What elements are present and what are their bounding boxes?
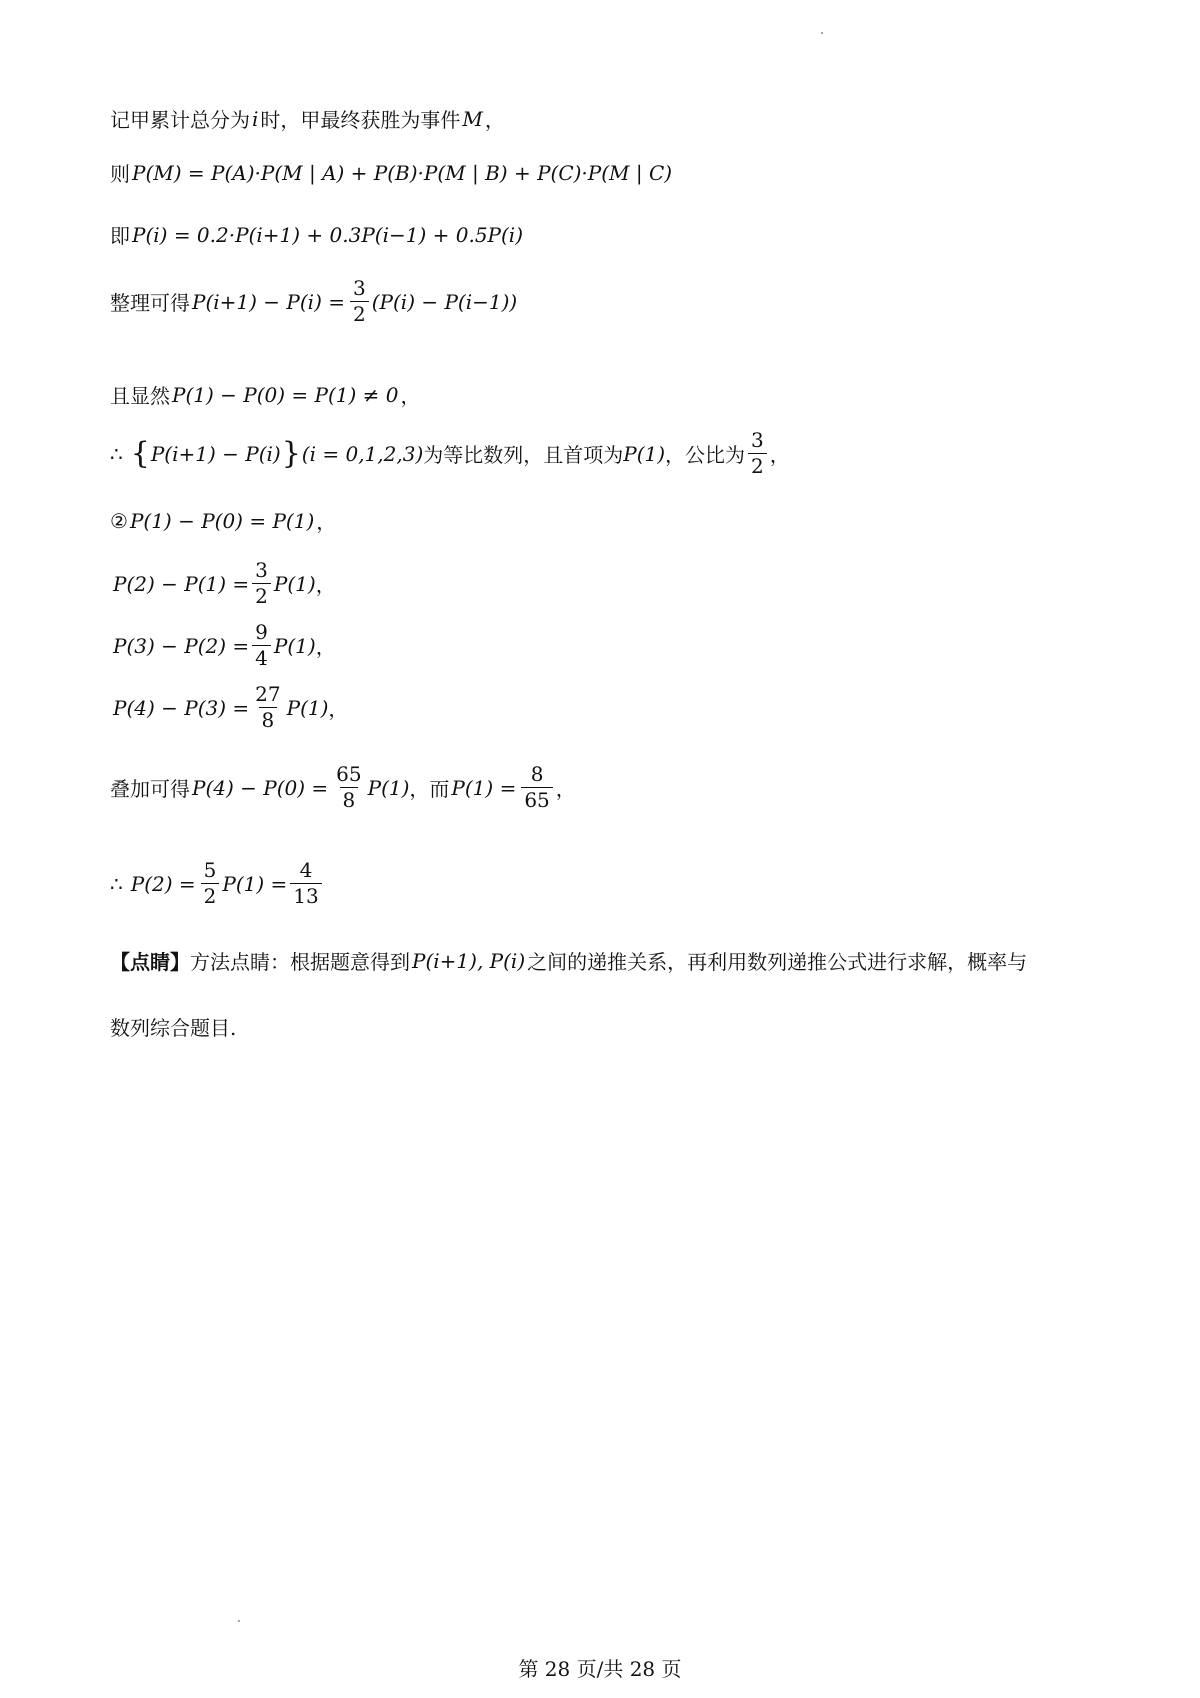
line-13-text-1: 方法点睛：根据题意得到 [190,950,410,974]
fraction-numerator: 9 [255,620,268,644]
line-11-mid: ，而 [409,777,450,801]
recurrence-equation: P(i) = 0.2·P(i+1) + 0.3P(i−1) + 0.5P(i) [132,222,523,247]
line-7-suffix: ， [316,510,337,534]
text-line-14 [110,1012,236,1041]
line-5-prefix: 且显然 [110,384,170,408]
text-line-3 [110,220,525,249]
fraction-numerator: 3 [751,428,764,452]
line-4-prefix: 整理可得 [110,291,190,315]
therefore-symbol: ∴ [110,441,123,466]
fraction-9-4 [252,622,271,669]
line-11-lhs: P(4) − P(0) = [192,775,329,800]
line-4-lhs: P(i+1) − P(i) = [192,289,345,314]
line-2-prefix: 则 [110,162,130,186]
fraction-8-65 [521,764,552,811]
fraction-3-2 [252,560,271,607]
fraction-numerator: 27 [255,682,281,706]
first-term: P(1) [623,441,666,466]
line-8-suffix: ， [315,573,336,597]
line-13-text-2: 之间的递推关系，再利用数列递推公式进行求解，概率与 [527,950,1028,974]
line-5-expr: P(1) − P(0) = P(1) ≠ 0 [172,382,399,407]
fraction-denominator: 2 [748,453,767,477]
line-8-rhs: P(1) [273,571,316,596]
sequence-term: P(i+1) − P(i) [150,441,281,466]
var-i: i [252,106,259,131]
fraction-denominator: 2 [252,583,271,607]
line-7-expr: P(1) − P(0) = P(1) [129,508,315,533]
line-9-rhs: P(1) [273,633,316,658]
fraction-denominator: 4 [252,645,271,669]
text-line-11 [110,764,576,811]
line-6-text-2: ，公比为 [665,443,746,467]
fraction-27-8 [252,684,283,731]
fraction-3-2 [350,278,369,325]
speck-mark [238,1620,240,1622]
fraction-denominator: 65 [521,787,552,811]
fraction-denominator: 8 [340,787,359,811]
line-3-prefix: 即 [110,224,130,248]
line-10-lhs: P(4) − P(3) = [113,695,250,720]
speck-mark [821,32,823,34]
text-line-6 [110,430,790,477]
fraction-denominator: 13 [290,883,321,907]
text-line-5 [110,380,421,409]
index-range: (i = 0,1,2,3) [301,441,424,466]
right-brace: } [281,435,301,471]
text-line-7 [110,506,336,535]
fraction-denominator: 2 [201,883,220,907]
line-12-lhs: P(2) = [130,871,196,896]
text-line-2 [110,158,674,187]
line-5-suffix: ， [400,384,421,408]
fraction-numerator: 65 [336,762,362,786]
fraction-numerator: 4 [299,858,313,882]
circled-two-marker: ② [110,508,128,533]
page-footer: 第 28 页/共 28 页 [518,1657,682,1681]
therefore-symbol: ∴ [110,871,123,896]
line-6-suffix: ， [769,443,790,467]
total-probability-formula: P(M) = P(A)·P(M | A) + P(B)·P(M | B) + P(C)·P(M | C) [132,160,673,185]
line-1-mid: 时，甲最终获胜为事件 [260,108,461,132]
fraction-numerator: 3 [353,276,366,300]
line-11-suffix: ， [555,777,576,801]
line-11-prefix: 叠加可得 [110,777,190,801]
fraction-numerator: 3 [255,558,268,582]
fraction-denominator: 2 [350,301,369,325]
var-M: M [462,106,483,131]
text-line-8 [113,560,336,607]
line-11-rhs: P(1) [367,775,410,800]
fraction-numerator: 8 [530,762,544,786]
line-11-lhs-2: P(1) = [451,775,517,800]
text-line-1 [110,104,505,133]
line-1-prefix: 记甲累计总分为 [110,108,250,132]
fraction-65-8 [333,764,364,811]
line-9-lhs: P(3) − P(2) = [113,633,250,658]
text-line-13 [110,946,1027,975]
line-10-rhs: P(1) [286,695,329,720]
line-9-suffix: ， [315,635,336,659]
fraction-4-13 [290,860,321,907]
text-line-12 [110,860,325,907]
line-6-text-1: 为等比数列，且首项为 [423,443,624,467]
line-14-text: 数列综合题目. [110,1016,237,1040]
left-brace: { [130,435,150,471]
line-8-lhs: P(2) − P(1) = [113,571,250,596]
line-12-mid: P(1) = [222,871,288,896]
fraction-5-2 [201,860,220,907]
line-10-suffix: ， [328,697,349,721]
fraction-numerator: 5 [203,858,217,882]
commentary-label: 【点睛】 [110,950,190,974]
line-1-suffix: ， [484,108,505,132]
text-line-9 [113,622,336,669]
ratio-fraction [748,430,767,477]
fraction-denominator: 8 [259,707,278,731]
text-line-10 [113,684,348,731]
line-4-rhs: (P(i) − P(i−1)) [371,289,518,314]
text-line-4 [110,278,517,325]
line-13-expr: P(i+1), P(i) [412,948,526,973]
